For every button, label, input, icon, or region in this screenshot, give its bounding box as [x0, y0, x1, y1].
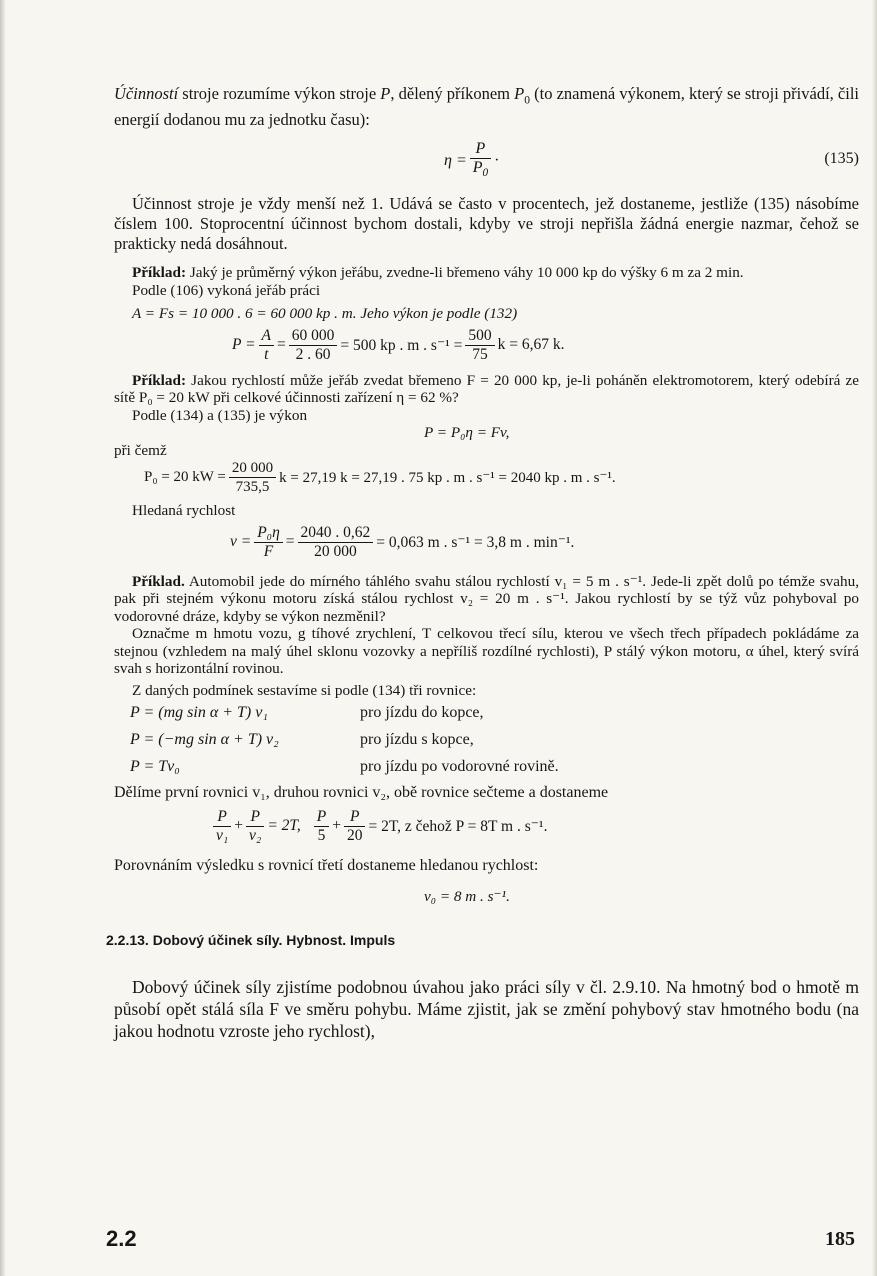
- system-row: [130, 753, 859, 780]
- example-label: Příklad:: [132, 371, 187, 389]
- symbol-P: P: [380, 84, 391, 103]
- eq-text: = 500 kp . m . s⁻¹ =: [340, 336, 463, 354]
- fraction: [213, 808, 231, 845]
- numerator: P: [316, 807, 327, 825]
- fraction: [465, 327, 494, 364]
- section-body: Dobový účinek síly zjistíme podobnou úvahou jako práci síly v čl. 2.9.10. Na hmotný bod o hmotě m působí opět stálá síla F ve směru pohybu. Máme zjistit, jak se změní pohybový stav hmotného bodu (na jakou hodnotu vzroste jeho rychlost),: [114, 976, 859, 1041]
- denominator: v₁: [213, 826, 231, 845]
- eq-text: k = 27,19 k = 27,19 . 75 kp . m . s⁻¹ = 2040 kp . m . s⁻¹.: [279, 470, 616, 487]
- system-rhs: pro jízdu po vodorovné rovině.: [360, 758, 559, 776]
- den-symbol: P: [472, 159, 483, 177]
- text: , dělený příkonem: [390, 84, 515, 103]
- example-1: [114, 264, 859, 364]
- equation-dot: ·: [494, 152, 500, 170]
- fraction: [246, 808, 264, 845]
- example-label: Příklad:: [132, 264, 187, 282]
- equation-135: [114, 136, 859, 186]
- example-2-eq3: [230, 524, 859, 561]
- eq-plus: +: [234, 817, 244, 835]
- fraction: [259, 327, 274, 364]
- system-rhs: pro jízdu do kopce,: [360, 704, 484, 722]
- example-1-text: [114, 264, 859, 282]
- eq-lhs: P =: [232, 336, 256, 354]
- numerator: 2040 . 0,62: [300, 523, 371, 541]
- example-label: Příklad.: [132, 572, 185, 590]
- chapter-number: 2.2: [106, 1226, 137, 1251]
- page-binding-edge: [0, 0, 6, 1276]
- page-right-edge: [872, 0, 877, 1276]
- example-3-text: [114, 573, 859, 626]
- example-3-result: v₀ = 8 m . s⁻¹.: [424, 888, 510, 906]
- fraction: [254, 524, 283, 561]
- example-2-line2: Podle (134) a (135) je výkon: [132, 406, 308, 424]
- eq-sign: =: [277, 336, 286, 354]
- equation-lhs: η =: [444, 152, 467, 170]
- example-3-para4: Dělíme první rovnici v₁, druhou rovnici v₂, obě rovnice sečteme a dostaneme: [114, 784, 609, 802]
- fraction: [344, 808, 366, 845]
- example-2-text: [114, 372, 859, 407]
- paragraph-efficiency-definition: [114, 84, 859, 130]
- fraction: [314, 808, 329, 845]
- fraction: [229, 459, 276, 496]
- example-3-para5: Porovnáním výsledku s rovnicí třetí dostaneme hledanou rychlost:: [114, 856, 539, 874]
- example-1-line2: Podle (106) vykoná jeřáb práci: [132, 281, 321, 299]
- denominator: F: [254, 542, 283, 561]
- term-efficiency: Účinností: [114, 84, 179, 103]
- system-row: [130, 726, 859, 753]
- denominator: 20: [344, 826, 366, 845]
- example-2-hledana: Hledaná rychlost: [132, 502, 236, 520]
- fraction: [470, 140, 491, 182]
- example-1-equation: [232, 327, 859, 364]
- example-1-line3: A = Fs = 10 000 . 6 = 60 000 kp . m. Jeho výkon je podle (132): [132, 305, 518, 323]
- equation-number: (135): [824, 150, 859, 168]
- example-text: Jakou rychlostí může jeřáb zvedat břemeno F = 20 000 kp, je-li poháněn elektromotorem, který odebírá ze sítě P₀ = 20 kW při celkové účinnosti zařízení η = 62 %?: [114, 371, 859, 407]
- example-text: Automobil jede do mírného táhlého svahu stálou rychlostí v₁ = 5 m . s⁻¹. Jede-li zpět dolů po témže svahu, pak při stejném výkonu motoru získá stálou rychlost v₂ = 20 m . s⁻¹. Jakou rychlostí by se týž vůz pohyboval po vodorovné dráze, kdyby se výkon nezměnil?: [114, 572, 859, 625]
- fraction: [298, 524, 374, 561]
- eq-text: = 2T,: [267, 817, 301, 835]
- fraction: [289, 327, 338, 364]
- equation-system: [130, 699, 859, 780]
- section-heading: 2.2.13. Dobový účinek síly. Hybnost. Impuls: [106, 931, 396, 948]
- denominator: 735,5: [229, 477, 276, 496]
- system-rhs: pro jízdu s kopce,: [360, 731, 474, 749]
- example-3-sum-equation: [210, 808, 859, 845]
- numerator: 500: [468, 326, 492, 344]
- example-2: [114, 372, 859, 561]
- eq-plus: +: [332, 817, 341, 835]
- example-3-para3: Z daných podmínek sestavíme si podle (134) tři rovnice:: [132, 681, 477, 699]
- example-3: [114, 573, 859, 906]
- eq-sign: =: [285, 533, 295, 551]
- denominator: 20 000: [298, 542, 374, 561]
- paragraph-efficiency-percent: Účinnost stroje je vždy menší než 1. Udává se často v procentech, jež dostaneme, jestliže (135) násobíme číslem 100. Stoprocentní účinnost bychom dostali, kdyby ve stroji nepřišla žádná energie nazmar, čehož se prakticky nedá dosáhnout.: [114, 194, 859, 254]
- example-2-eq2: [144, 459, 859, 496]
- text: stroje rozumíme výkon stroje: [178, 84, 381, 103]
- denominator: [470, 158, 491, 182]
- numerator: 60 000: [291, 326, 335, 344]
- page-content: [106, 84, 860, 1042]
- symbol-P0: P: [514, 84, 525, 103]
- numerator: P: [217, 807, 227, 825]
- numerator: P: [475, 140, 486, 158]
- page-number: 185: [825, 1228, 855, 1250]
- denominator: t: [259, 345, 274, 364]
- eq-text: = 2T, z čehož P = 8T m . s⁻¹.: [368, 817, 548, 835]
- example-3-para2: Označme m hmotu vozu, g tíhové zrychlení, T celkovou třecí sílu, kterou ve všech třech případech pokládáme za stejnou (vzhledem na malý úhel sklonu vozovky a nepříliš rozdílné rychlosti), P stálý výkon motoru, α úhel, který svírá svah s horizontální rovinou.: [114, 625, 859, 678]
- numerator: P: [349, 807, 360, 825]
- subscript: 0: [482, 167, 489, 180]
- system-lhs: P = (mg sin α + T) v₁: [130, 704, 268, 722]
- system-row: [130, 699, 859, 726]
- denominator: 2 . 60: [289, 345, 338, 364]
- example-2-pri-cemz: při čemž: [114, 441, 167, 459]
- numerator: A: [261, 326, 271, 344]
- numerator: P: [250, 807, 260, 825]
- text: (to znamená výkonem, který se stroji přivádí, čili energií dodanou mu za jednotku času):: [114, 84, 860, 130]
- system-lhs: P = Tv₀: [130, 758, 180, 776]
- system-lhs: P = (−mg sin α + T) v₂: [130, 731, 279, 749]
- denominator: v₂: [246, 826, 264, 845]
- eq-lhs: v =: [230, 533, 252, 551]
- eq-lhs: P₀ = 20 kW =: [144, 469, 226, 486]
- numerator: P₀η: [257, 523, 280, 541]
- example-text: Jaký je průměrný výkon jeřábu, zvedne-li břemeno váhy 10 000 kp do výšky 6 m za 2 min.: [186, 264, 744, 282]
- numerator: 20 000: [231, 460, 274, 477]
- denominator: 75: [465, 345, 494, 364]
- eq-text: k = 6,67 k.: [497, 336, 565, 354]
- example-2-eq1: P = P₀η = Fv,: [424, 424, 510, 442]
- denominator: 5: [314, 826, 329, 845]
- subscript: 0: [524, 94, 530, 107]
- eq-text: = 0,063 m . s⁻¹ = 3,8 m . min⁻¹.: [376, 533, 575, 551]
